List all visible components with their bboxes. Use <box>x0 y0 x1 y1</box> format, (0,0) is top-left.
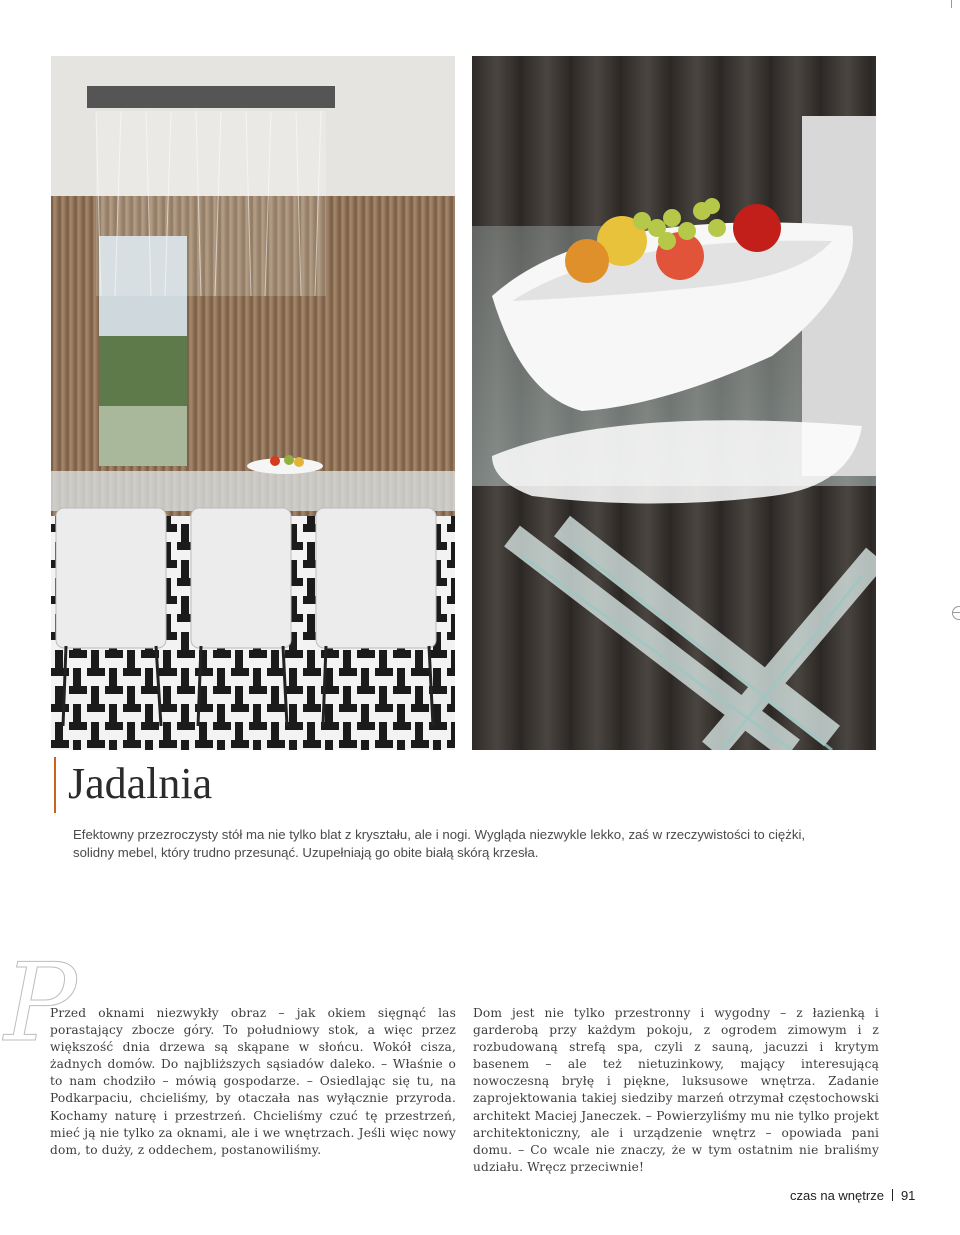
page-number: 91 <box>900 1188 916 1203</box>
footer-separator <box>892 1189 893 1201</box>
fruit-bowl-photo <box>472 56 876 750</box>
section-title: Jadalnia <box>68 759 213 808</box>
registration-line <box>952 612 960 613</box>
drop-cap: P <box>4 941 77 1066</box>
page-footer <box>790 1188 915 1203</box>
body-column-left: Przed oknami niezwykły obraz – jak okiem sięgnąć las porastający zbocze góry. To południowy stok, a więc przez większość dnia drzewa są skąpane w słońcu. Wokół cisza, żadnych domów. Do najbliższych sąsiadów daleko. – Właśnie o to nam chodziło – mówią gospodarze. – Osiedlając się tu, na Podkarpaciu, chcieliśmy, by otaczała nas wyłącznie przyroda. Kochamy naturę i przestrzeń. Chcieliśmy czuć tę przestrzeń, mieć ją nie tylko za oknami, ale i we wnętrzach. Jeśli więc nowy dom, to duży, z oddechem, postanowiliśmy. <box>50 1006 456 1157</box>
body-column-right: Dom jest nie tylko przestronny i wygodny – z łazienką i garderobą przy każdym pokoju, z ogrodem zimowym i z rozbudowaną strefą spa, czyli z sauną, jacuzzi i krytym basenem – ale też nietuzinkowy, mający interesującą nowoczesną bryłę i piękne, luksusowe wnętrza. Zadanie zaprojektowania takiej siedziby marzeń otrzymał częstochowski architekt Maciej Janeczek. – Powierzyliśmy mu nie tylko projekt architektoniczny, ale i urządzenie wnętrz – opowiada pani domu. – Co wcale nie znaczy, że w tym ostatnim nie braliśmy udziału. Wręcz przeciwnie! <box>473 1006 879 1174</box>
magazine-name: czas na wnętrze <box>790 1188 884 1203</box>
registration-mark-icon <box>952 606 960 620</box>
photo-caption: Efektowny przezroczysty stół ma nie tylko blat z kryształu, ale i nogi. Wygląda niezwykle lekko, zaś w rzeczywistości to ciężki, solidny mebel, który trudno przesunąć. Uzupełniają go obite białą skórą krzesła. <box>73 827 806 860</box>
dining-room-photo <box>51 56 455 750</box>
crop-tick <box>951 0 952 8</box>
title-accent-rule <box>54 757 56 813</box>
